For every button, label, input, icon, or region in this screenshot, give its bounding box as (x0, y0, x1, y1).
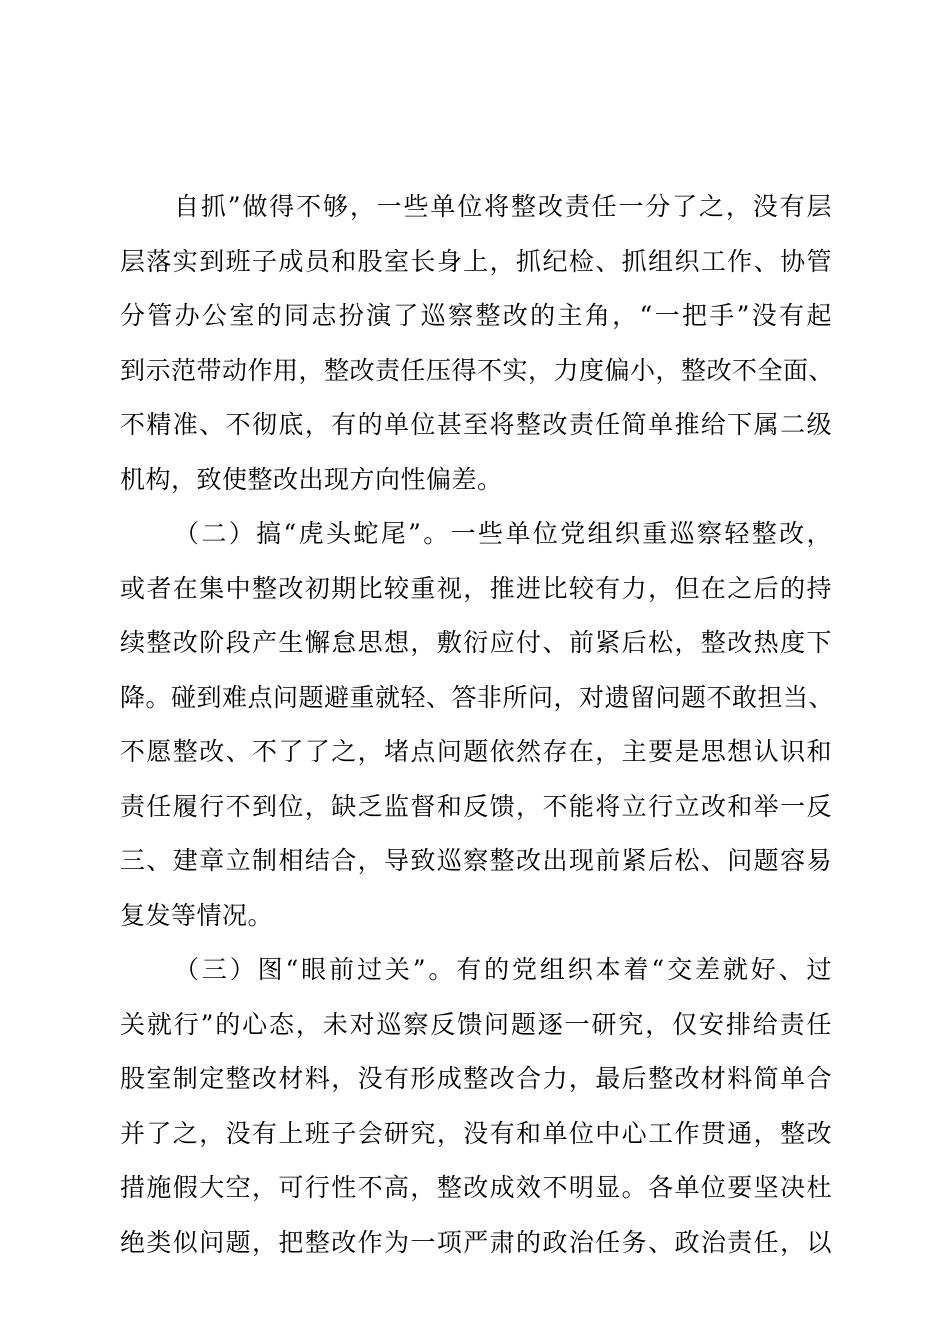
text-line: （二）搞“虎头蛇尾”。一些单位党组织重巡察轻整改， (174, 519, 832, 548)
text-line: 机构，致使整改出现方向性偏差。 (120, 464, 503, 494)
text-line: 不愿整改、不了了之，堵点问题依然存在，主要是思想认识和 (120, 737, 832, 766)
paragraph-1 (120, 180, 835, 507)
paragraph-2 (120, 507, 835, 943)
text-line: 层落实到班子成员和股室长身上，抓纪检、抓组织工作、协管 (120, 246, 832, 276)
text-line: 绝类似问题，把整改作为一项严肃的政治任务、政治责任，以 (120, 1227, 832, 1257)
text-line: （三）图“眼前过关”。有的党组织本着“交差就好、过 (174, 955, 832, 984)
text-line: 续整改阶段产生懈怠思想，敷衍应付、前紧后松，整改热度下 (120, 628, 832, 657)
text-line: 责任履行不到位，缺乏监督和反馈，不能将立行立改和举一反 (120, 791, 832, 821)
text-line: 措施假大空，可行性不高，整改成效不明显。各单位要坚决杜 (120, 1173, 832, 1202)
text-line: 并了之，没有上班子会研究，没有和单位中心工作贯通，整改 (120, 1118, 832, 1148)
text-line: 股室制定整改材料，没有形成整改合力，最后整改材料简单合 (120, 1064, 832, 1093)
document-body (120, 180, 835, 1270)
text-line: 不精准、不彻底，有的单位甚至将整改责任简单推给下属二级 (120, 410, 832, 439)
text-line: 关就行”的心态，未对巡察反馈问题逐一研究，仅安排给责任 (120, 1009, 832, 1039)
text-line: 复发等情况。 (120, 900, 274, 930)
text-line: 自抓”做得不够，一些单位将整改责任一分了之，没有层 (174, 192, 832, 221)
text-line: 到示范带动作用，整改责任压得不实，力度偏小，整改不全面、 (120, 355, 835, 385)
text-line: 降。碰到难点问题避重就轻、答非所问，对遗留问题不敢担当、 (120, 682, 835, 712)
paragraph-3 (120, 943, 832, 1270)
text-line: 三、建章立制相结合，导致巡察整改出现前紧后松、问题容易 (120, 846, 832, 875)
text-line: 分管办公室的同志扮演了巡察整改的主角，“一把手”没有起 (120, 301, 832, 330)
text-line: 或者在集中整改初期比较重视，推进比较有力，但在之后的持 (120, 573, 832, 603)
